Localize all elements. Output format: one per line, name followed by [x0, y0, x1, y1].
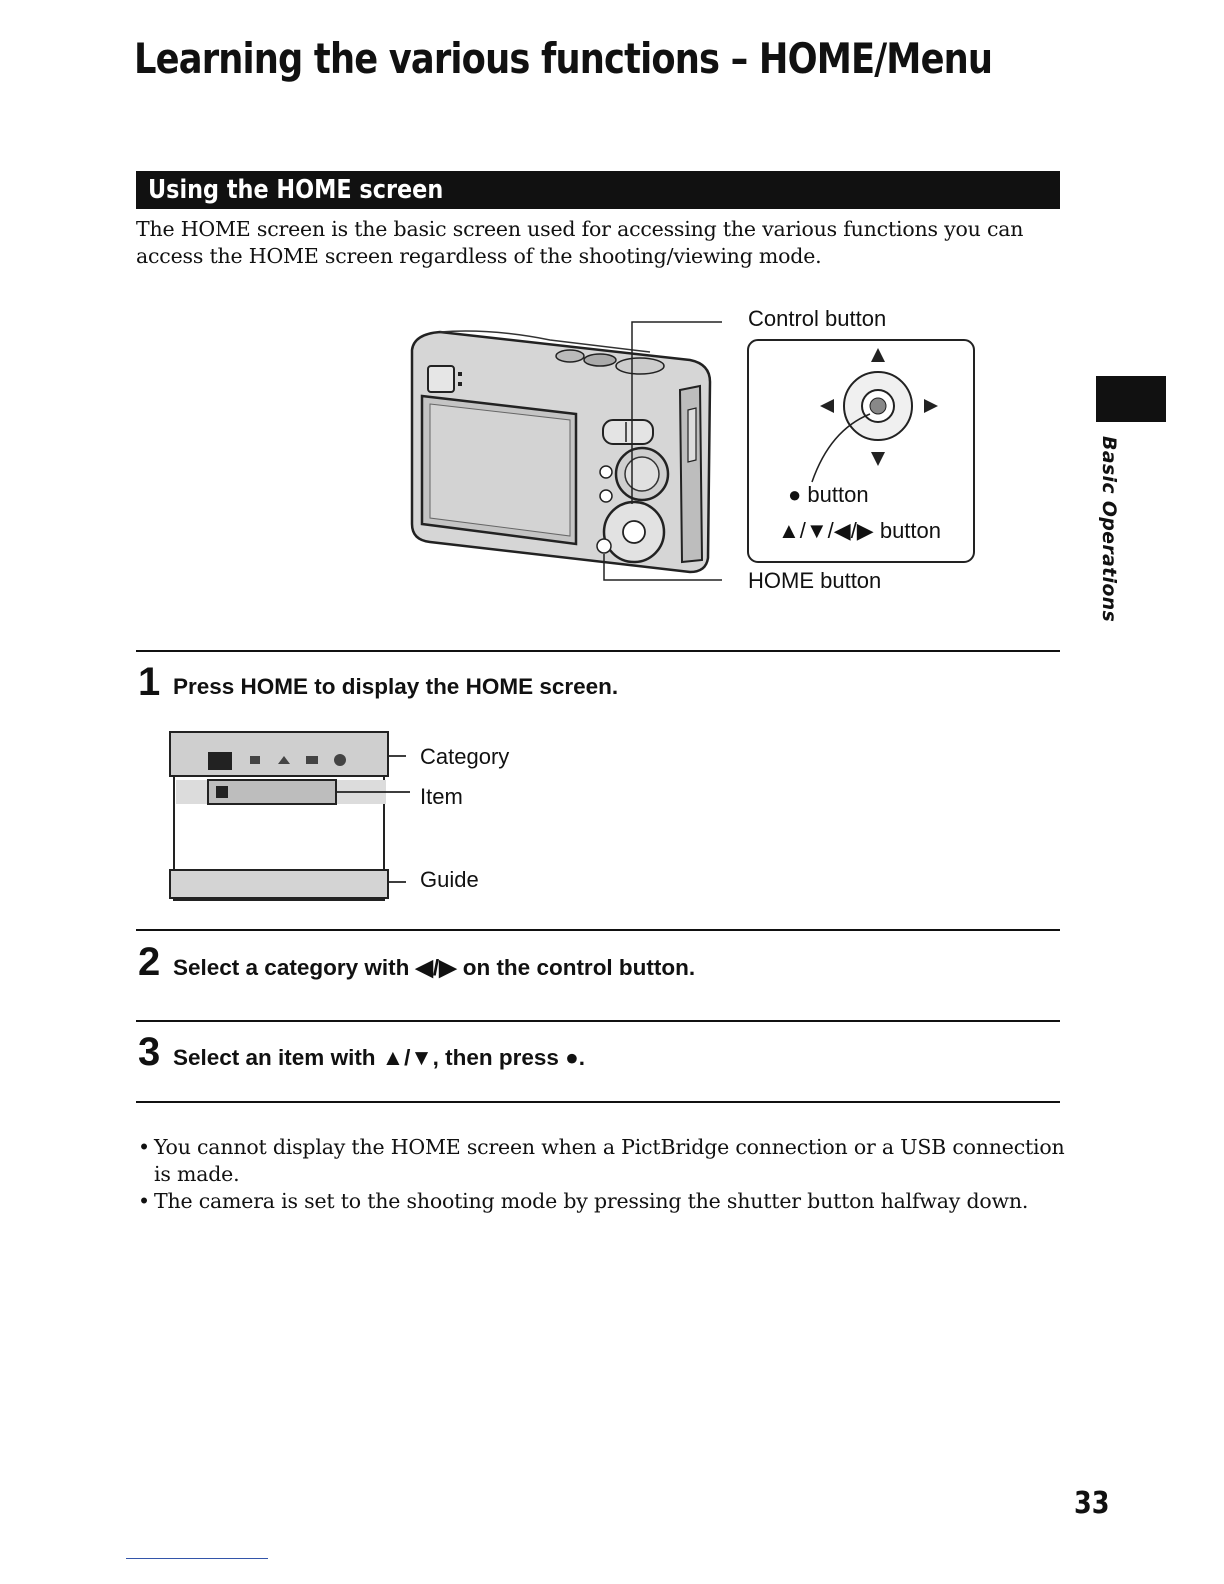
category-label: Category — [420, 744, 510, 769]
notes-divider — [136, 1101, 1060, 1103]
side-tab-label: Basic Operations — [1098, 436, 1120, 623]
step-divider — [136, 650, 1060, 652]
page-title: Learning the various functions – HOME/Menu — [134, 34, 993, 83]
section-heading-bar — [136, 171, 1060, 209]
step-divider — [136, 1020, 1060, 1022]
footer-rule — [126, 1558, 268, 1559]
home-screen-diagram — [166, 730, 416, 904]
section-heading: Using the HOME screen — [148, 175, 444, 205]
step-instruction: Select an item with ▲/▼, then press ●. — [173, 1045, 585, 1070]
home-button — [597, 539, 611, 553]
intro-paragraph: The HOME screen is the basic screen used for accessing the various functions you can access the HOME screen regardless of the shooting/viewing mode. — [136, 217, 1024, 268]
arrow-buttons-label: ▲/▼/◀/▶ button — [778, 518, 942, 543]
step-number: 2 — [138, 940, 161, 984]
home-button-label: HOME button — [748, 568, 882, 593]
item-label: Item — [420, 784, 463, 809]
section-tab-marker — [1096, 376, 1166, 422]
note-item: • You cannot display the HOME screen when a PictBridge connection or a USB connection is made. — [136, 1134, 1066, 1188]
guide-bar — [170, 870, 388, 898]
camera-illustration — [400, 310, 980, 600]
center-button-label: ● button — [788, 482, 869, 507]
step-number: 3 — [138, 1030, 161, 1074]
note-item: • The camera is set to the shooting mode by pressing the shutter button halfway down. — [136, 1188, 1066, 1215]
step-instruction: Select a category with ◀/▶ on the control button. — [173, 955, 696, 980]
category-bar — [170, 732, 388, 776]
step-instruction: Press HOME to display the HOME screen. — [173, 674, 619, 699]
step-number: 1 — [138, 660, 161, 704]
page-number: 33 — [1074, 1486, 1110, 1521]
control-button-label: Control button — [748, 306, 887, 331]
notes-list — [136, 1134, 1066, 1215]
step-divider — [136, 929, 1060, 931]
guide-label: Guide — [420, 867, 479, 892]
